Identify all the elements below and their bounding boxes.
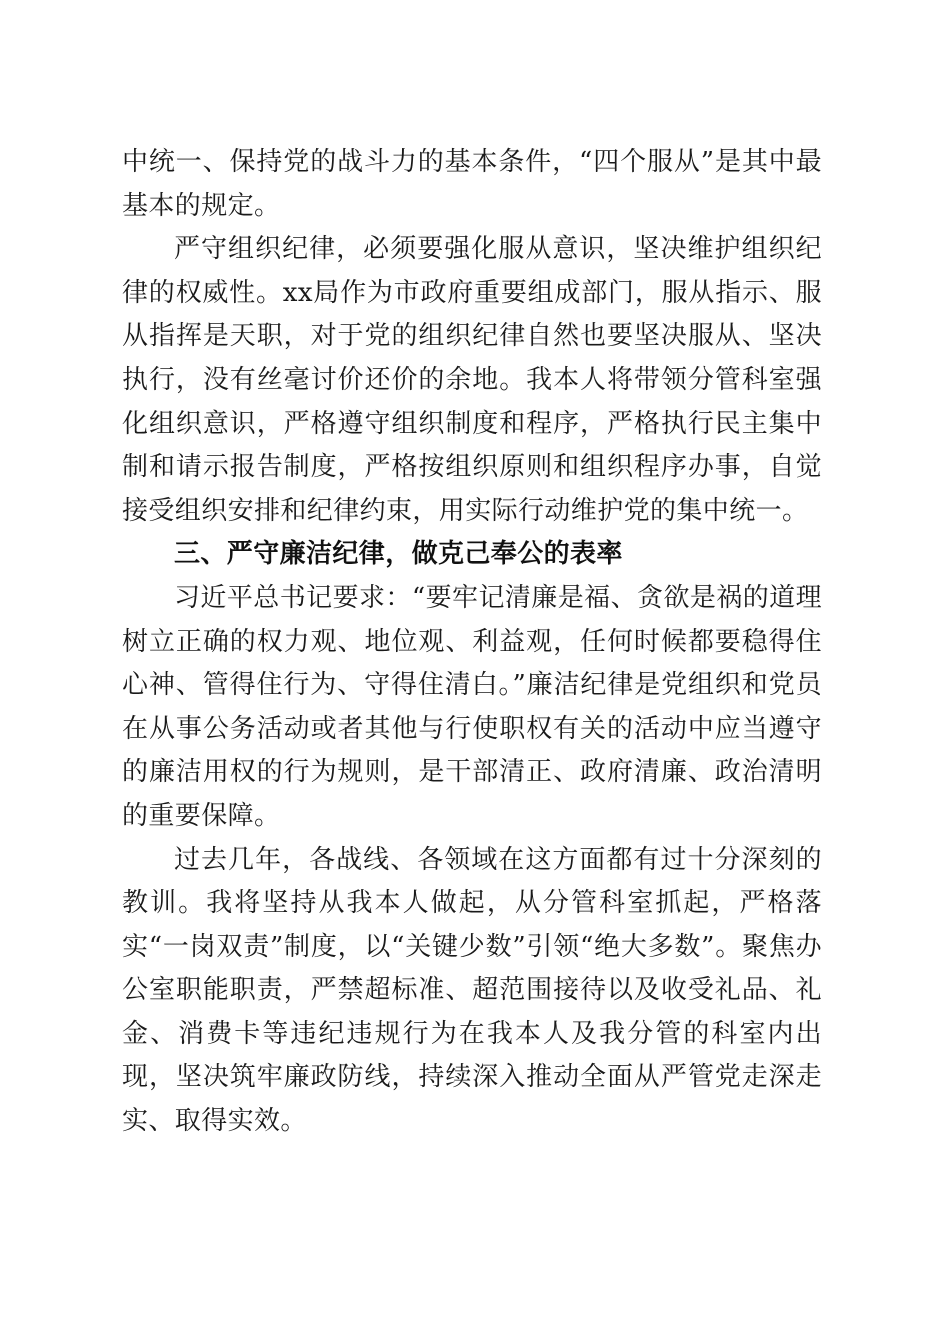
- paragraph-continuation: 中统一、保持党的战斗力的基本条件，“四个服从”是其中最基本的规定。: [122, 147, 822, 221]
- paragraph-organization-discipline: 严守组织纪律，必须要强化服从意识，坚决维护组织纪律的权威性。xx局作为市政府重要组成部门，服从指示、服从指挥是天职，对于党的组织纪律自然也要坚决服从、坚决执行，没有丝毫讨价还价的余地。我本人将带领分管科室强化组织意识，严格遵守组织制度和程序，严格执行民主集中制和请示报告制度，严格按组织原则和组织程序办事，自觉接受组织安排和纪律约束，用实际行动维护党的集中统一。: [122, 234, 822, 526]
- paragraph-xi-requirement: 习近平总书记要求：“要牢记清廉是福、贪欲是祸的道理树立正确的权力观、地位观、利益观，任何时候都要稳得住心神、管得住行为、守得住清白。”廉洁纪律是党组织和党员在从事公务活动或者其他与行使职权有关的活动中应当遵守的廉洁用权的行为规则，是干部清正、政府清廉、政治清明的重要保障。: [122, 582, 822, 831]
- document-body: [122, 141, 822, 1144]
- paragraph-past-lessons: 过去几年，各战线、各领域在这方面都有过十分深刻的教训。我将坚持从我本人做起，从分管科室抓起，严格落实“一岗双责”制度，以“关键少数”引领“绝大多数”。聚焦办公室职能职责，严禁超标准、超范围接待以及收受礼品、礼金、消费卡等违纪违规行为在我本人及我分管的科室内出现，坚决筑牢廉政防线，持续深入推动全面从严管党走深走实、取得实效。: [122, 844, 822, 1137]
- section-heading-integrity-discipline: 三、严守廉洁纪律，做克己奉公的表率: [174, 539, 623, 570]
